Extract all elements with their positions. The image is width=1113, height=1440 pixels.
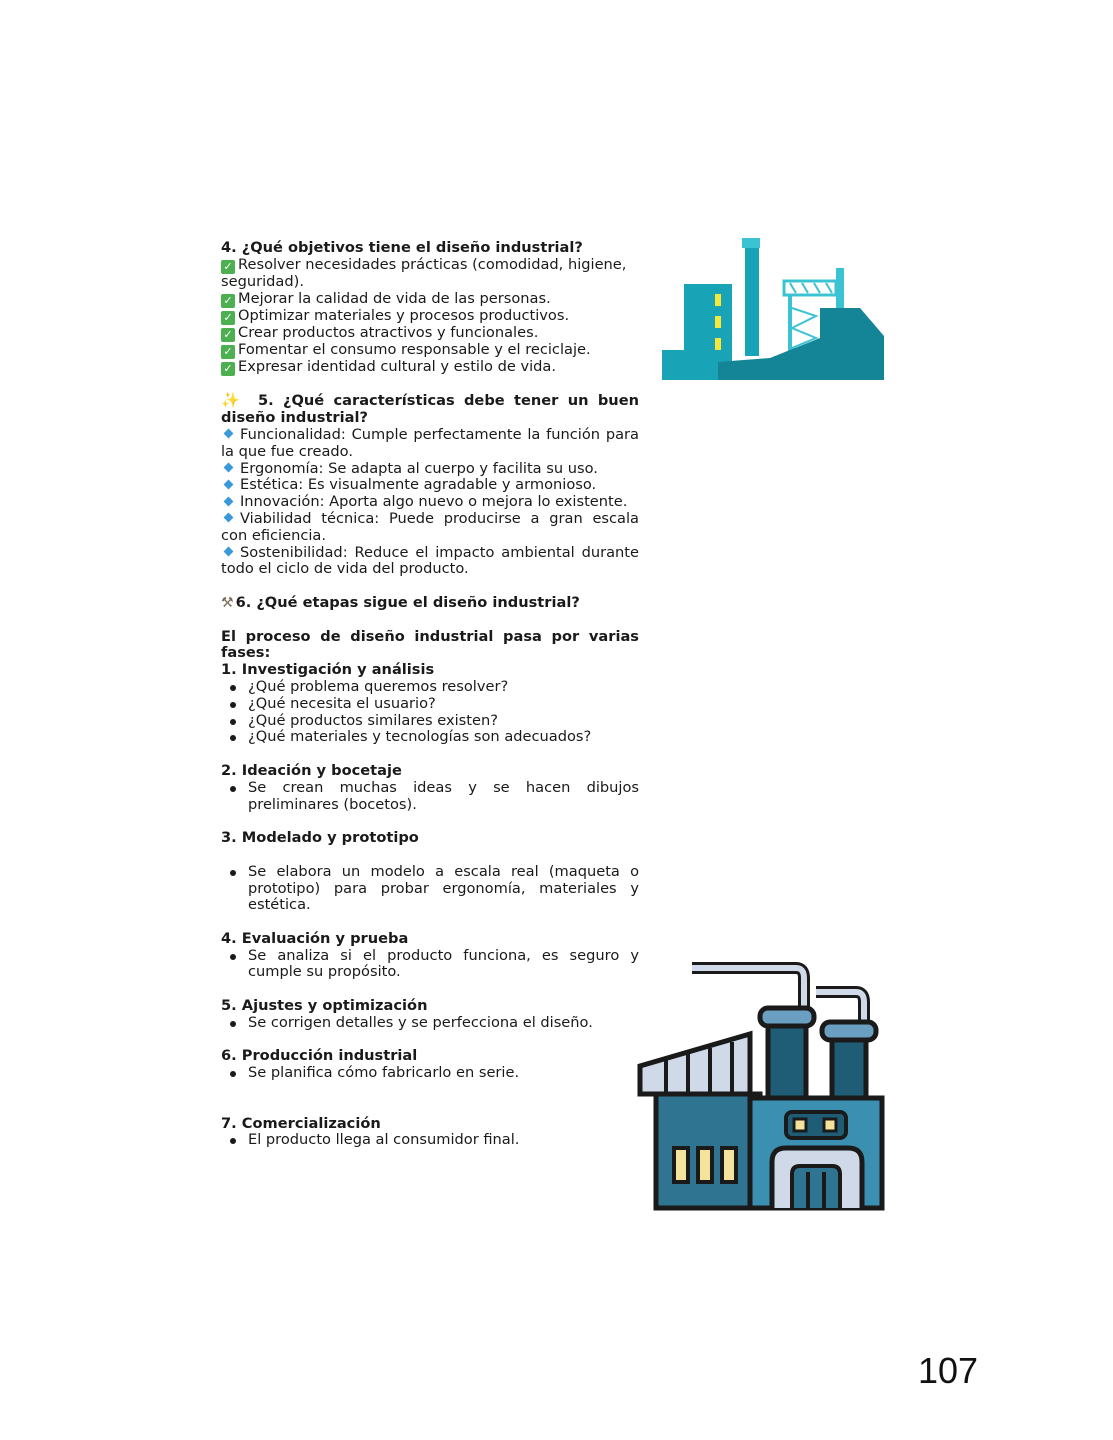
objective-item: ✓ Mejorar la calidad de vida de las personas. [221, 291, 639, 308]
characteristic-item: Viabilidad técnica: Puede producirse a gran escala con eficiencia. [221, 509, 639, 544]
blue-diamond-icon [224, 479, 234, 489]
list-item: Se corrigen detalles y se perfecciona el diseño. [221, 1015, 639, 1032]
factory-illustration [660, 236, 884, 382]
characteristic-item: Sostenibilidad: Reduce el impacto ambiental durante todo el ciclo de vida del producto. [221, 543, 639, 578]
list-item: Se elabora un modelo a escala real (maqueta o prototipo) para probar ergonomía, materiales y estética. [221, 864, 639, 914]
list-item: Se analiza si el producto funciona, es seguro y cumple su propósito. [221, 948, 639, 982]
check-mark-icon: ✓ [221, 311, 235, 325]
stage-list [221, 1015, 639, 1032]
stage-list [221, 864, 639, 914]
objective-item: ✓ Fomentar el consumo responsable y el reciclaje. [221, 342, 639, 359]
section-5-title: ✨ 5. ¿Qué características debe tener un buen diseño industrial? [221, 391, 639, 427]
stage-list [221, 1132, 639, 1149]
blue-diamond-icon [224, 496, 234, 506]
section-4-title: 4. ¿Qué objetivos tiene el diseño industrial? [221, 239, 583, 256]
objective-item: ✓ Expresar identidad cultural y estilo de vida. [221, 359, 639, 376]
stage-title: 6. Producción industrial [221, 1047, 418, 1065]
check-mark-icon: ✓ [221, 294, 235, 308]
list-item: ¿Qué materiales y tecnologías son adecuados? [221, 729, 639, 746]
stage-list [221, 679, 639, 746]
stage-title: 4. Evaluación y prueba [221, 929, 409, 947]
list-item: Se crean muchas ideas y se hacen dibujos preliminares (bocetos). [221, 780, 639, 814]
process-intro: El proceso de diseño industrial pasa por varias fases: [221, 627, 639, 662]
list-item: ¿Qué necesita el usuario? [221, 696, 639, 713]
check-mark-icon: ✓ [221, 328, 235, 342]
characteristic-item: Ergonomía: Se adapta al cuerpo y facilita su uso. [221, 461, 639, 478]
check-mark-icon: ✓ [221, 345, 235, 359]
hammer-wrench-icon: ⚒ [221, 594, 234, 611]
characteristic-item: Estética: Es visualmente agradable y armonioso. [221, 477, 639, 494]
content-column [221, 240, 639, 1149]
sparkles-icon: ✨ [221, 391, 244, 410]
factory-illustration [636, 962, 886, 1214]
stage-title: 1. Investigación y análisis [221, 661, 435, 679]
stage-list [221, 948, 639, 982]
blue-diamond-icon [224, 513, 234, 523]
stage-title: 5. Ajustes y optimización [221, 997, 428, 1015]
check-mark-icon: ✓ [221, 260, 235, 274]
list-item: ¿Qué problema queremos resolver? [221, 679, 639, 696]
stage-title: 3. Modelado y prototipo [221, 829, 419, 847]
objective-item: ✓ Resolver necesidades prácticas (comodidad, higiene, seguridad). [221, 255, 627, 290]
section-6-title: ⚒ 6. ¿Qué etapas sigue el diseño industrial? [221, 593, 580, 611]
characteristic-item: Funcionalidad: Cumple perfectamente la función para la que fue creado. [221, 425, 639, 460]
objective-item: ✓ Crear productos atractivos y funcionales. [221, 325, 639, 342]
objective-item: ✓ Optimizar materiales y procesos productivos. [221, 308, 639, 325]
check-mark-icon: ✓ [221, 362, 235, 376]
stage-list [221, 780, 639, 814]
blue-diamond-icon [224, 547, 234, 557]
list-item: Se planifica cómo fabricarlo en serie. [221, 1065, 639, 1082]
stage-list [221, 1065, 639, 1082]
characteristic-item: Innovación: Aporta algo nuevo o mejora lo existente. [221, 494, 639, 511]
blue-diamond-icon [224, 463, 234, 473]
blue-diamond-icon [224, 429, 234, 439]
stage-title: 7. Comercialización [221, 1114, 381, 1132]
list-item: El producto llega al consumidor final. [221, 1132, 639, 1149]
stage-title: 2. Ideación y bocetaje [221, 761, 402, 779]
list-item: ¿Qué productos similares existen? [221, 713, 639, 730]
page-number: 107 [918, 1350, 979, 1391]
